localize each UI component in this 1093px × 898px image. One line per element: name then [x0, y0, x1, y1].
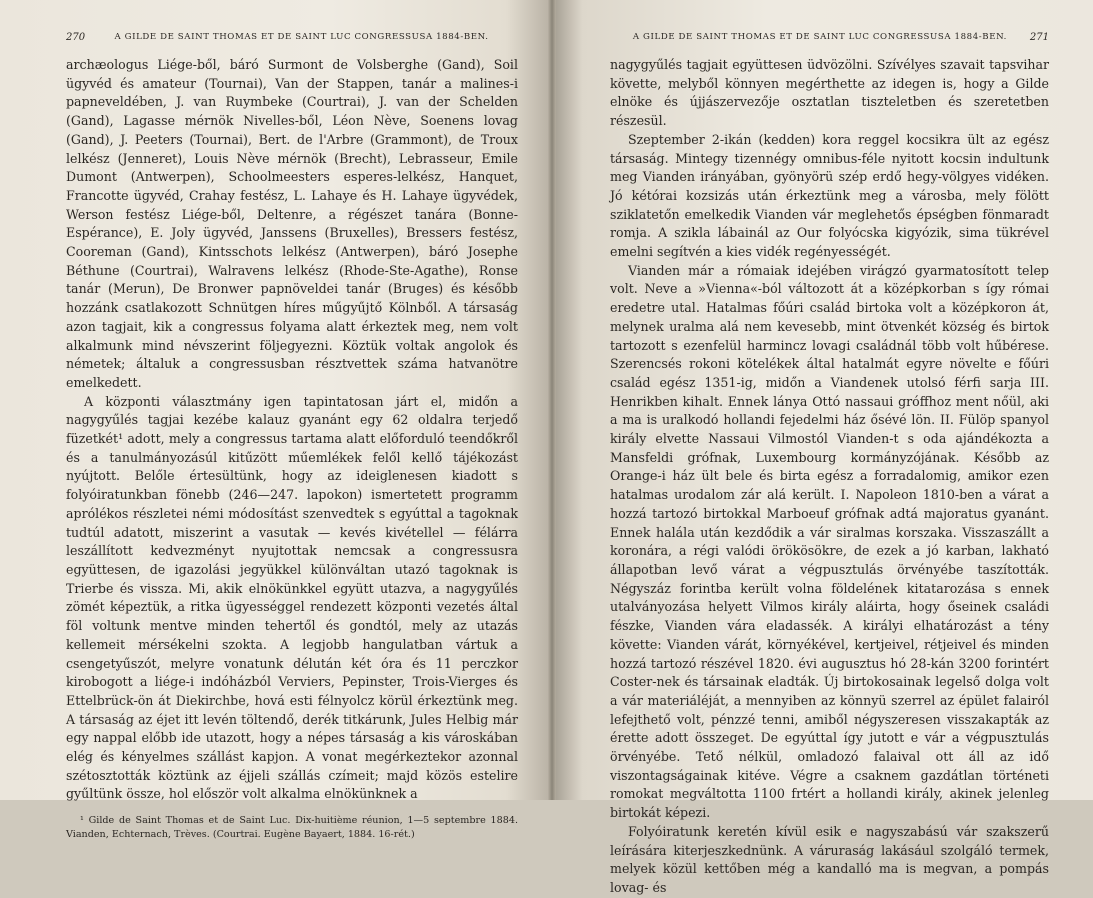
right-body-text — [610, 56, 1049, 898]
left-running-title: A GILDE DE SAINT THOMAS ET DE SAINT LUC CONGRESSUSA 1884-BEN. — [114, 32, 489, 42]
left-body-text — [66, 56, 518, 804]
right-page — [550, 0, 1093, 895]
left-paragraph-1: archæologus Liége-ből, báró Surmont de Volsberghe (Gand), Soil ügyvéd és amateur (Tournai), Van der Stappen, tanár a malines-i papneveldében, J. van Ruymbeke (Courtrai), J. van der Schelden (Gand), Lagasse mérnök Nivelles-ből, Léon Nève, Soenens lovag (Gand), J. Peeters (Tournai), Bert. de l'Arbre (Grammont), de Troux lelkész (Jenneret), Louis Nève mérnök (Brecht), Lebrasseur, Emile Dumont (Antwerpen), Schoolmeesters esperes-lelkész, Hanquet, Francotte ügyvéd, Crahay festész, L. Lahaye és H. Lahaye ügyvédek, Werson festész Liége-ből, Deltenre, a régészet tanára (Bonne-Espérance), E. Joly ügyvéd, Janssens (Bruxelles), Bressers festész, Cooreman (Gand), Kintsschots lelkész (Antwerpen), báró Josephe Béthune (Courtrai), Walravens lelkész (Rhode-Ste-Agathe), Ronse tanár (Merun), De Bronwer papnöveldei tanár (Bruges) és később hozzánk csatlakozott Schnütgen híres műgyűjtő Kölnből. A társaság azon tagjait, kik a congressus folyama alatt érkeztek meg, nem volt alkalmunk mind névszerint följegyezni. Köztük voltak angolok és németek; általuk a congressusban résztvettek száma hatvanötre emelkedett. — [66, 57, 518, 390]
right-paragraph-2: Szeptember 2-ikán (kedden) kora reggel kocsikra ült az egész társaság. Mintegy tizennégy omnibus-féle nyitott kocsin indultunk meg Vianden irányában, gyönyörü szép erdő hegy-völgyes vidéken. Jó kétórai kozsizás után érkeztünk meg a városba, mely fölött sziklatetőn emelkedik Vianden vár meglehetős épségben fönmaradt romja. A szikla lábainál az Our folyócska kigyózik, sima tükrével emelni segítvén a kies vidék regényességét. — [610, 131, 1049, 260]
right-paragraph-3: Vianden már a rómaiak idejében virágzó gyarmatosított telep volt. Neve a »Vienna«-ból változott át a középkorban s így római eredetre utal. Hatalmas főúri család birtoka volt a középkoron át, melynek uralma alá nem kevesebb, mint ötvenkét község és birtok tartozott s ezenfelül harmincz lovagi családnál több volt hűbérese. Szerencsés rokoni kötelékek által hatalmát egyre növelte e főúri család egész 1351-ig, midőn a Viandenek utolsó férfi sarja III. Henrikben kihalt. Ennek lánya Ottó nassaui gróffhoz ment nőül, aki a ma is uralkodó hollandi fejedelmi ház ősévé lön. II. Fülöp spanyol király elvette Nassaui Vilmostól Vianden-t s oda ajándékozta a Mansfeldi grófnak, Luxembourg kormányzójának. Később az Orange-i ház ült bele és birta egész a forradalomig, amikor ezen hatalmas urodalom zár alá került. I. Napoleon 1810-ben a várat a hozzá tartozó birtokkal Marboeuf grófnak adtá majoratus gyanánt. Ennek halála után kezdődik a vár siralmas korszaka. Visszaszállt a koronára, a régi valódi örökösökre, de ezek a jó karban, lakható állapotban levő várat a végpusztulás örvényébe taszították. Négyszáz forintba került volna földelének kitatarozása s ennek utalványozása helyett Vilmos király aláirta, hogy őseinek családi fészke, Vianden vára eladassék. A királyi elhatározást a tény követte: Vianden várát, környékével, kertjeivel, rétjeivel és minden hozzá tartozó részével 1820. évi augusztus hó 28-kán 3200 forintért Coster-nek és társainak eladták. Új birtokosainak legelső dolga volt a vár materiáléját, a mennyiben az könnyü szerrel az épület falairól lefejthető volt, pénzzé tenni, amiből négyszeresen visszakapták az érette adott összeget. De egyúttal így jutott e vár a végpusztulás örvényébe. Tető nélkül, omladozó falaival ott áll az idő viszontagságainak kitéve. Végre a csaknem gazdátlan történeti romokat megváltotta 1100 frtért a hollandi király, akinek jelenleg birtokát képezi. — [610, 262, 1049, 821]
right-paragraph-1: nagygyűlés tagjait együttesen üdvözölni. Szívélyes szavait tapsvihar követte, melyből könnyen megérthette az idegen is, hogy a Gilde elnöke és újjászervezője osztatlan tiszteletben és szeretetben részesül. — [610, 57, 1049, 129]
right-paragraph-4: Folyóiratunk keretén kívül esik e nagyszabású vár szakszerű leírására kiterjeszkednünk. A váruraság lakásául szolgáló termek, melyek közül kettőben még a kandalló ma is megvan, a pompás lovag- és — [610, 823, 1049, 895]
right-running-title: A GILDE DE SAINT THOMAS ET DE SAINT LUC CONGRESSUSA 1884-BEN. — [632, 32, 1007, 42]
left-paragraph-2: A központi választmány igen tapintatosan járt el, midőn a nagygyűlés tagjai kezébe kalauz gyanánt egy 62 oldalra terjedő füzetkét¹ adott, mely a congressus tartama alatt előforduló teendőkről és a tanulmányozásúl kitűzött műemlékek felől kellő tájékozást nyújtott. Belőle értesültünk, hogy az ideiglenesen kiadott s folyóiratunkban fönebb (246—247. lapokon) ismertetett programm aprólékos részletei némi módosítást szenvedtek s egyúttal a tagoknak tudtúl adatott, miszerint a vasutak — kevés kivétellel — félárra leszállított kedvezményt nyujtottak nemcsak a congressusra együttesen, de igazolási jegyükkel különváltan utazó tagoknak is Trierbe és vissza. Mi, akik elnökünkkel együtt utazva, a nagygyűlés zömét képeztük, a ritka ügyességgel rendezett központi vezetés által föl voltunk mentve minden tehertől és gondtól, mely az utazás kellemeit mérsékelni szokta. A legjobb hangulatban vártuk a csengetyűszót, melyre vonatunk délután két óra és 11 perczkor kirobogott a liége-i indóházból Verviers, Pepinster, Trois-Vierges és Ettelbrück-ön át Diekirchbe, hová esti félnyolcz körül érkeztünk meg. A társaság az éjet itt levén töltendő, derék titkárunk, Jules Helbig már egy nappal előbb ide utazott, hogy a népes társaság a kis városkában elég és kényelmes szállást kapjon. A vonat megérkeztekor azonnal szétosztották köztünk az éjjeli szállás czímeit; majd közös estelire gyűltünk össze, hol először volt alkalma elnökünknek a — [66, 393, 518, 802]
left-page-number: 270 — [66, 32, 86, 43]
left-page — [0, 0, 550, 840]
right-running-head — [610, 32, 1049, 56]
left-running-head — [66, 32, 518, 56]
right-page-number: 271 — [1029, 32, 1049, 43]
book-gutter — [548, 0, 556, 800]
footnote: ¹ Gilde de Saint Thomas et de Saint Luc. Dix-huitième réunion, 1—5 septembre 1884. Vianden, Echternach, Trèves. (Courtrai. Eugène Bayaert, 1884. 16-rét.) — [66, 815, 518, 840]
